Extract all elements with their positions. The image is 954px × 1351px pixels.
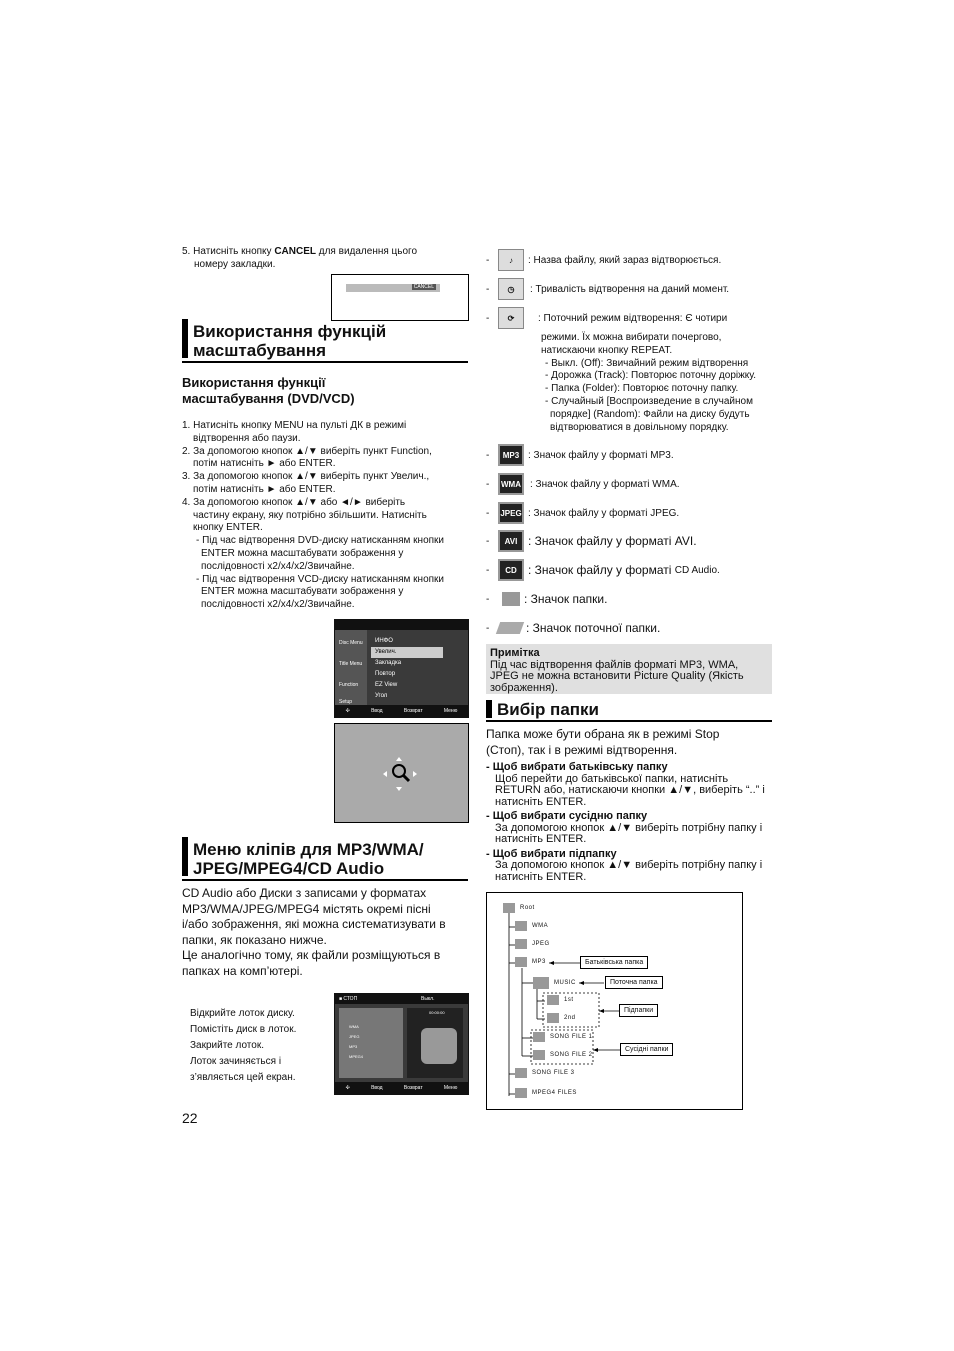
page-number: 22: [182, 1110, 198, 1126]
speaker-icon: ♪: [498, 249, 524, 271]
footer-return: Возврат: [403, 708, 423, 714]
tree-song3: SONG FILE 3: [515, 1068, 575, 1078]
tree-mpeg4: MPEG4 FILES: [515, 1088, 577, 1098]
label-sibling-folders: Сусідні папки: [620, 1043, 673, 1056]
folder-tree-diagram: [486, 892, 743, 1110]
row-folder: - : Значок папки.: [486, 592, 608, 606]
heading-folder-select: Вибір папки: [486, 700, 772, 722]
folder-intro: Папка може бути обрана як в режимі Stop (Стоп), так і в режимі відтворення.: [486, 727, 720, 757]
mp3-icon: MP3: [498, 444, 524, 466]
tree-root: Root: [503, 903, 535, 913]
menu-item-zoom[interactable]: Увелич.: [371, 647, 443, 658]
folder-icon: [502, 592, 520, 606]
clock-icon: ◷: [498, 278, 524, 300]
magnifier-icon: [335, 724, 468, 822]
note-box: Примітка Під час відтворення файлів форматі MP3, WMA, JPEG не можна встановити Picture Quality (Якість зображення).: [486, 644, 772, 694]
clip-intro: CD Audio або Диски з записами у форматах MP3/WMA/JPEG/MPEG4 містять окремі пісні і/або зображення, які можна систематизувати в папки, як показано нижче. Це аналогічно тому, як файли розміщуються в папках на комп’ютері.: [182, 886, 446, 978]
tree-wma: WMA: [515, 921, 548, 931]
row-repeat: - ⟳ : Поточний режим відтворення: Є чотири: [486, 307, 727, 329]
repeat-description: режими. Їх можна вибирати почергово, натискаючи кнопку REPEAT. - Выкл. (Off): Звичайний режим відтворення - Дорожка (Track): Повторює поточну доріжку. - Папка (Folder): Повторює поточну папку. - Случайный [Воспроизведение в случайном порядке] (Random): Файли на диску будуть відтворюватися в довільному порядку.: [541, 332, 757, 433]
cd-icon: CD: [498, 559, 524, 581]
side-setup[interactable]: Setup: [339, 699, 353, 705]
avi-icon: AVI: [498, 530, 524, 552]
nav-icon: ✣: [345, 1085, 350, 1091]
row-wma: - WMA : Значок файлу у форматі WMA.: [486, 473, 680, 495]
tree-mp3: MP3: [515, 957, 546, 967]
tree-music: MUSIC: [533, 977, 576, 989]
list-wma[interactable]: WMA: [349, 1024, 359, 1029]
zoom-screen: [334, 723, 469, 823]
row-filename: - ♪ : Назва файлу, який зараз відтворюється.: [486, 249, 721, 271]
menu-item-repeat[interactable]: Повтор: [375, 671, 396, 677]
footer-enter: Ввод: [371, 1085, 383, 1091]
list-jpeg[interactable]: JPEG: [349, 1034, 360, 1039]
side-function[interactable]: Function: [339, 682, 359, 688]
footer-return: Возврат: [403, 1085, 423, 1091]
tree-jpeg: JPEG: [515, 939, 550, 949]
row-avi: - AVI : Значок файлу у форматі AVI.: [486, 530, 697, 552]
label-current-folder: Поточна папка: [605, 976, 663, 989]
menu-item-angle[interactable]: Угол: [375, 693, 388, 699]
bookmark-bar: [346, 284, 440, 292]
row-mp3: - MP3 : Значок файлу у форматі MP3.: [486, 444, 674, 466]
label-subfolders: Підпапки: [619, 1004, 658, 1017]
zoom-steps: 1. Натисніть кнопку MENU на пульті ДК в режимі відтворення або паузи. 2. За допомогою кнопок ▲/▼ виберіть пункт Function, потім натисніть ► або ENTER. 3. За допомогою кнопок ▲/▼ виберіть пункт Увелич., потім натисніть ► або ENTER. 4. За допомогою кнопок ▲/▼ або ◄/► виберіть частину екрану, яку потрібно збільшити. Натисніть кнопку ENTER. - Під час відтворення DVD-диску натисканням кнопки ENTER можна масштабувати зображення у послідовності x2/x4/x2/Звичайне. - Під час відтворення VCD-диску натисканням кнопки ENTER можна масштабувати зображення у послідовності x2/x4/x2/Звичайне.: [182, 420, 445, 611]
row-duration: - ◷ : Тривалість відтворення на даний момент.: [486, 278, 729, 300]
open-tray-instructions: Відкрийте лоток диску. Помістіть диск в лоток. Закрийте лоток. Лоток зачиняється і з’являється цей екран.: [190, 1008, 297, 1083]
footer-menu: Меню: [443, 708, 458, 714]
status-stop: ■ СТОП: [339, 996, 358, 1002]
tree-song2: SONG FILE 2: [533, 1050, 593, 1060]
step5-text: 5. Натисніть кнопку CANCEL для видалення цього номеру закладки.: [182, 246, 418, 270]
repeat-icon: ⟳: [498, 307, 524, 329]
footer-enter: Ввод: [371, 708, 383, 714]
row-current-folder: - : Значок поточної папки.: [486, 621, 661, 635]
side-disc-menu[interactable]: Disc Menu: [339, 640, 363, 646]
row-jpeg: - JPEG : Значок файлу у форматі JPEG.: [486, 502, 679, 524]
heading-zoom: Використання функцій масштабування: [182, 319, 468, 363]
folder-instructions: - Щоб вибрати батьківську папку Щоб перейти до батьківської папки, натисніть RETURN або, натискаючи кнопки ▲/▼, виберіть “..” і натисніть ENTER. - Щоб вибрати сусідню папку За допомогою кнопок ▲/▼ виберіть потрібну папку і натисніть ENTER. - Щоб вибрати підпапку За допомогою кнопок ▲/▼ виберіть потрібну папку і натисніть ENTER.: [486, 761, 765, 883]
list-mpeg4[interactable]: MPEG4: [349, 1054, 364, 1059]
list-mp3[interactable]: MP3: [349, 1044, 358, 1049]
clip-menu-screen: [334, 993, 469, 1095]
open-folder-icon: [496, 622, 524, 634]
tree-2nd: 2nd: [547, 1013, 576, 1023]
label-parent-folder: Батьківська папка: [580, 956, 648, 969]
menu-item-info[interactable]: ИНФО: [375, 638, 393, 644]
bookmark-screen: [331, 274, 469, 321]
preview-image: [421, 1028, 457, 1064]
time-display: 00:00:00: [429, 1010, 445, 1015]
nav-icon: ✣: [345, 708, 350, 714]
note-title: Примітка: [490, 647, 540, 659]
function-menu-screen: [334, 619, 469, 718]
wma-icon: WMA: [498, 473, 524, 495]
tree-1st: 1st: [547, 995, 574, 1005]
repeat-mode: Выкл.: [421, 996, 435, 1002]
tree-song1: SONG FILE 1: [533, 1032, 593, 1042]
menu-item-ezview[interactable]: EZ View: [375, 682, 398, 688]
side-title-menu[interactable]: Title Menu: [339, 661, 363, 667]
row-cd: - CD : Значок файлу у форматі CD Audio.: [486, 559, 720, 581]
heading-clip-menu: Меню кліпів для MP3/WMA/ JPEG/MPEG4/CD Audio: [182, 837, 468, 881]
sub-heading-zoom: Використання функції масштабування (DVD/VCD): [182, 375, 355, 406]
bookmark-cancel-label: CANCEL: [413, 284, 434, 290]
menu-item-bookmark[interactable]: Закладка: [375, 660, 402, 666]
jpeg-icon: JPEG: [498, 502, 524, 524]
footer-menu: Меню: [443, 1085, 458, 1091]
